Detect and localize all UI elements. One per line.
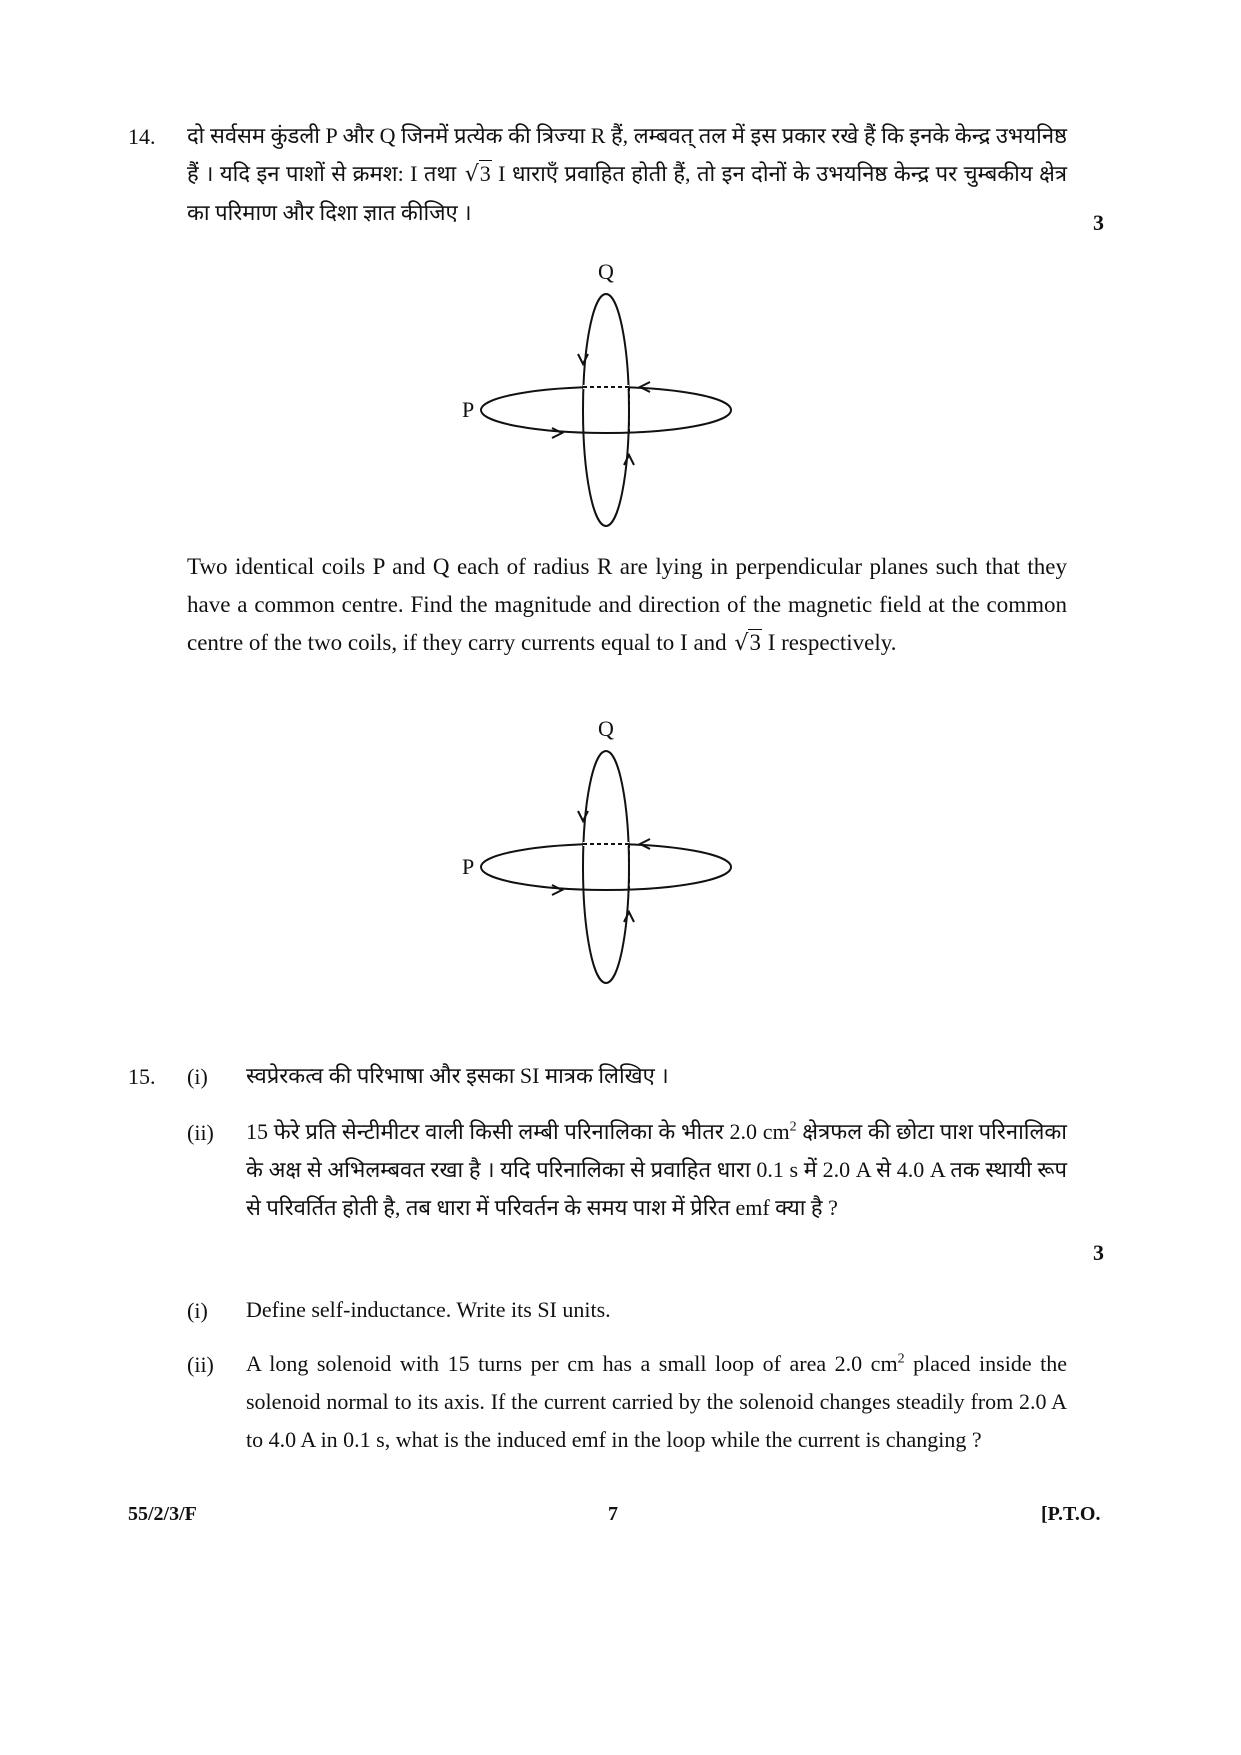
q15-english-i-label: (i) xyxy=(187,1298,208,1323)
coil-diagram-english xyxy=(440,712,740,997)
page-number: 7 xyxy=(608,1503,618,1525)
question-number-15: 15. xyxy=(128,1064,156,1089)
arrow-icon xyxy=(640,839,650,849)
sqrt-symbol: √3 xyxy=(734,630,761,656)
arrow-icon xyxy=(552,885,562,895)
coil-p xyxy=(481,844,731,890)
coil-q-label: Q xyxy=(598,259,614,284)
q15-english-ii-label: (ii) xyxy=(187,1352,214,1377)
q14-english-text: Two identical coils P and Q each of radius R are lying in perpendicular planes such that they have a common centre. Find the magnitude and direction of the magnetic field at the common centre of the two coils, if they carry currents equal to I and √3 I respectively. xyxy=(187,548,1067,663)
coil-q-label: Q xyxy=(598,716,614,741)
question-number-14: 14. xyxy=(128,124,156,149)
coil-p xyxy=(481,387,731,433)
coil-q xyxy=(583,294,629,526)
q15-hindi-i-label: (i) xyxy=(187,1064,208,1089)
arrow-icon xyxy=(624,455,634,465)
arrow-icon xyxy=(624,912,634,922)
coil-diagram-hindi xyxy=(440,255,740,540)
q14-marks: 3 xyxy=(1093,210,1104,235)
coil-p-label: P xyxy=(462,397,475,422)
q15-english-i-text: Define self-inductance. Write its SI units. xyxy=(246,1297,611,1322)
pto-label: [P.T.O. xyxy=(1041,1503,1101,1525)
coil-p-label: P xyxy=(462,854,475,879)
q15-english-ii-text: A long solenoid with 15 turns per cm has a small loop of area 2.0 $cm^2$ placed inside the solenoid normal to its axis. If the current carried by the solenoid changes steadily from 2.0 A to 4.0 A in 0.1 s, what is the induced emf in the loop while the current is changing ? xyxy=(246,1351,1067,1452)
arrow-icon xyxy=(578,811,588,821)
arrow-icon xyxy=(552,428,562,438)
q15-hindi-i-text: स्वप्रेरकत्व की परिभाषा और इसका SI मात्रक लिखिए । xyxy=(246,1063,669,1088)
q15-marks: 3 xyxy=(1093,1240,1104,1265)
q15-hindi-ii-text: 15 फेरे प्रति सेन्टीमीटर वाली किसी लम्बी परिनालिका के भीतर 2.0 $cm^2$ क्षेत्रफल की छोटा पाश परिनालिका के अक्ष से अभिलम्बवत रखा है । यदि परिनालिका से प्रवाहित धारा 0.1 s में 2.0 A से 4.0 A तक स्थायी रूप से परिवर्तित होती है, तब धारा में परिवर्तन के समय पाश में प्रेरित emf क्या है ? xyxy=(246,1119,1067,1220)
coil-q xyxy=(583,751,629,983)
paper-code: 55/2/3/F xyxy=(128,1503,197,1525)
arrow-icon xyxy=(578,354,588,364)
sqrt-symbol: √3 xyxy=(464,161,491,187)
q15-hindi-ii-label: (ii) xyxy=(187,1120,214,1145)
q14-hindi-text: दो सर्वसम कुंडली P और Q जिनमें प्रत्येक की त्रिज्या R हैं, लम्बवत् तल में इस प्रकार रखे हैं कि इनके केन्द्र उभयनिष्ठ हैं । यदि इन पाशों से क्रमश: I तथा √3 I धाराएँ प्रवाहित होती हैं, तो इन दोनों के उभयनिष्ठ केन्द्र पर चुम्बकीय क्षेत्र का परिमाण और दिशा ज्ञात कीजिए । xyxy=(187,123,1067,225)
arrow-icon xyxy=(640,382,650,392)
